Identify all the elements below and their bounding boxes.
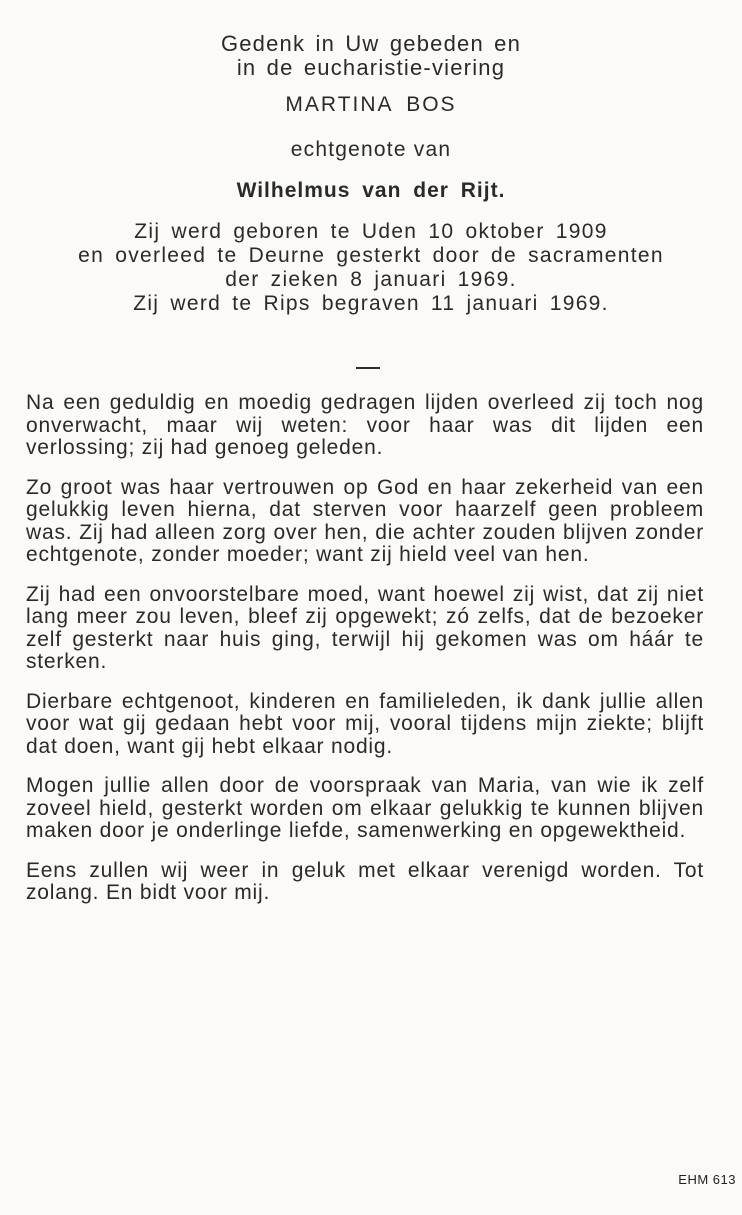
bio-line: Zij werd te Rips begraven 11 januari 1969. xyxy=(133,292,609,315)
separator-dash xyxy=(356,367,380,369)
spouse-intro: echtgenote van xyxy=(290,138,452,161)
bio-line: der zieken 8 januari 1969. xyxy=(225,268,517,291)
body-paragraph: Dierbare echtgenoot, kinderen en familieleden, ik dank jullie allen voor wat gij gedaan hebt voor mij, vooral tijdens mijn ziekte; blijft dat doen, want gij hebt elkaar nodig. xyxy=(26,689,704,758)
biography xyxy=(0,220,742,316)
invocation-line-1: Gedenk in Uw gebeden en xyxy=(220,31,522,56)
body-paragraph: Mogen jullie allen door de voorspraak van Maria, van wie ik zelf zoveel hield, gesterkt worden om elkaar gelukkig te kunnen blijven maken door je onderlinge liefde, samenwerking en opgewektheid. xyxy=(26,774,704,842)
body-paragraph: Na een geduldig en moedig gedragen lijden overleed zij toch nog onverwacht, maar wij weten: voor haar was dit lijden een verlossing; zij had genoeg geleden. xyxy=(26,391,704,459)
printer-code: EHM 613 xyxy=(678,1172,736,1187)
body-paragraph: Eens zullen wij weer in geluk met elkaar verenigd worden. Tot zolang. En bidt voor mij. xyxy=(26,858,704,904)
body-paragraph: Zij had een onvoorstelbare moed, want hoewel zij wist, dat zij niet lang meer zou leven, bleef zij opgewekt; zó zelfs, dat de bezoeker zelf gesterkt naar huis ging, terwijl hij gekomen was om háár te sterken. xyxy=(26,582,704,673)
card-header xyxy=(0,32,742,316)
card-body xyxy=(26,392,704,922)
bio-line: en overleed te Deurne gesterkt door de sacramenten xyxy=(78,244,664,267)
invocation-line-2: in de eucharistie-viering xyxy=(236,55,506,80)
body-paragraph: Zo groot was haar vertrouwen op God en haar zekerheid van een gelukkig leven hierna, dat sterven voor haarzelf geen probleem was. Zij had alleen zorg over hen, die achter zouden blijven zonder echtgenote, zonder moeder; want zij hield veel van hen. xyxy=(26,475,704,566)
deceased-name: MARTINA BOS xyxy=(285,93,457,116)
spouse-name: Wilhelmus van der Rijt. xyxy=(236,179,506,202)
bio-line: Zij werd geboren te Uden 10 oktober 1909 xyxy=(134,220,608,243)
